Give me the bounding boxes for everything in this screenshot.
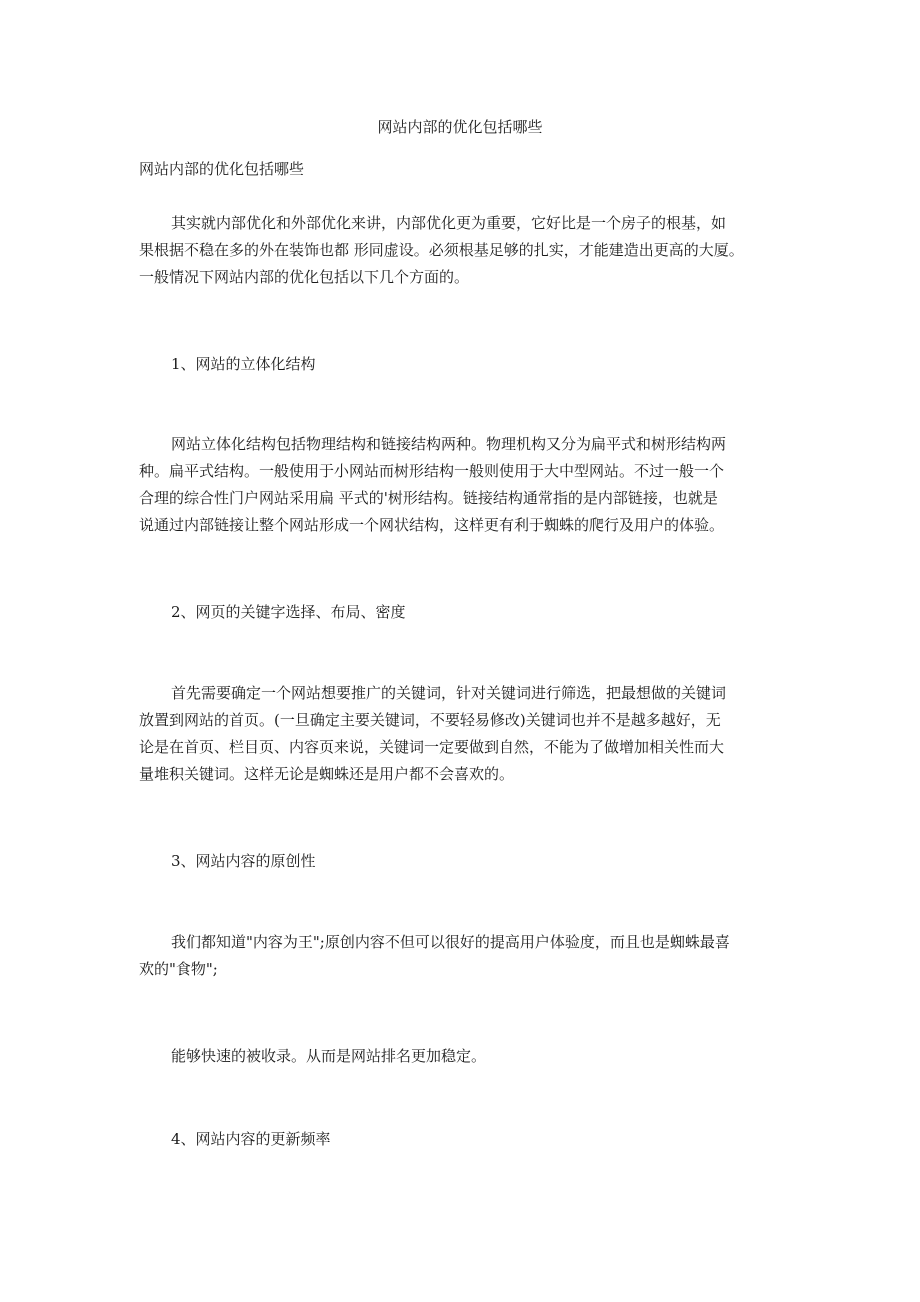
- text-line: 量堆积关键词。这样无论是蜘蛛还是用户都不会喜欢的。: [139, 765, 515, 783]
- text-line: 论是在首页、栏目页、内容页来说，关键词一定要做到自然，不能为了做增加相关性而大: [139, 738, 725, 756]
- document-subtitle: 网站内部的优化包括哪些: [139, 160, 305, 178]
- text-line: 首先需要确定一个网站想要推广的关键词，针对关键词进行筛选，把最想做的关键词: [171, 684, 727, 702]
- text-line: 欢的"食物";: [139, 960, 218, 978]
- text-line: 种。扁平式结构。一般使用于小网站而树形结构一般则使用于大中型网站。不过一般一个: [139, 462, 725, 480]
- text-line: 我们都知道"内容为王";原创内容不但可以很好的提高用户体验度，而且也是蜘蛛最喜: [171, 933, 730, 951]
- text-line: 其实就内部优化和外部优化来讲，内部优化更为重要，它好比是一个房子的根基，如: [171, 214, 727, 232]
- section-heading-2: 2、网页的关键字选择、布局、密度: [171, 603, 406, 621]
- text-line: 网站立体化结构包括物理结构和链接结构两种。物理机构又分为扁平式和树形结构两: [171, 435, 727, 453]
- section-heading-1: 1、网站的立体化结构: [171, 355, 316, 373]
- section-3-paragraph-1: [139, 929, 799, 983]
- section-2-paragraph: [139, 680, 799, 788]
- text-line: 一般情况下网站内部的优化包括以下几个方面的。: [139, 268, 470, 286]
- section-heading-3: 3、网站内容的原创性: [171, 852, 316, 870]
- text-line: 合理的综合性门户网站采用扁 平式的'树形结构。链接结构通常指的是内部链接，也就是: [139, 489, 718, 507]
- section-3-paragraph-2: [139, 1043, 799, 1070]
- text-line: 说通过内部链接让整个网站形成一个网状结构，这样更有利于蜘蛛的爬行及用户的体验。: [139, 516, 725, 534]
- text-line: 能够快速的被收录。从而是网站排名更加稳定。: [171, 1047, 487, 1065]
- document-title: 网站内部的优化包括哪些: [377, 118, 543, 136]
- text-line: 放置到网站的首页。(一旦确定主要关键词，不要轻易修改)关键词也并不是越多越好，无: [139, 711, 721, 729]
- section-heading-4: 4、网站内容的更新频率: [171, 1130, 331, 1148]
- text-line: 果根据不稳在多的外在装饰也都 形同虚设。必须根基足够的扎实，才能建造出更高的大厦。: [139, 241, 744, 259]
- intro-paragraph: [139, 210, 799, 291]
- section-1-paragraph: [139, 431, 799, 539]
